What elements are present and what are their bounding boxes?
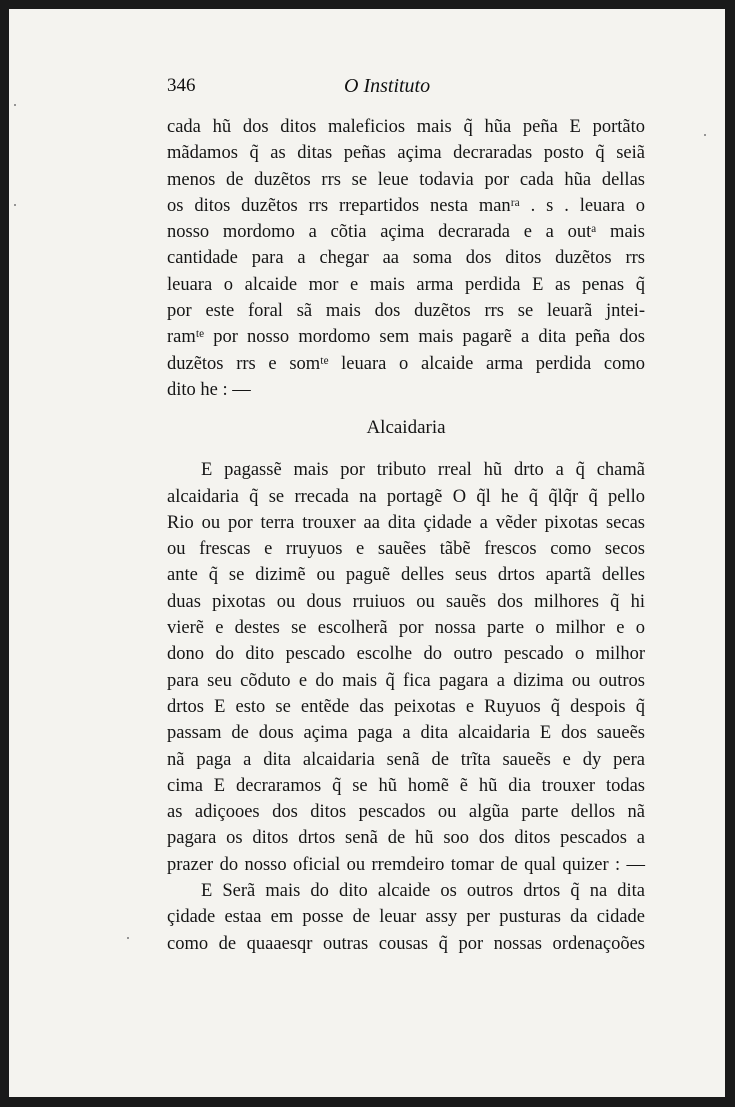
text-line: ramᵗᵉ por nosso mordomo sem mais pagarẽ a dita peña dos: [167, 327, 645, 348]
text-line: dono do dito pescado escolhe do outro pescado o milhor: [167, 644, 645, 665]
paper-speck: [127, 937, 129, 939]
text-line: cima E decraramos q̃ se hũ homẽ ẽ hũ dia trouxer todas: [167, 775, 645, 796]
page-header: [9, 75, 725, 105]
text-line: E Serã mais do dito alcaide os outros drtos q̃ na dita: [201, 881, 645, 902]
paragraph-2: [167, 457, 645, 878]
text-line: para seu cõduto e do mais q̃ fica pagara a dizima ou outros: [167, 670, 645, 691]
text-line: drtos E esto se entẽde das peixotas e Ruyuos q̃ despois q̃: [167, 696, 645, 717]
text-line: pagara os ditos drtos senã de hũ soo dos ditos pescados a: [167, 828, 645, 849]
section-heading: Alcaidaria: [366, 417, 446, 439]
text-line: os ditos duzẽtos rrs rrepartidos nesta manʳᵃ . s . leuara o: [167, 195, 645, 216]
paragraph-1: [167, 114, 645, 403]
text-line: cantidade para a chegar aa soma dos ditos duzẽtos rrs: [167, 248, 645, 269]
text-line: ou frescas e rruyuos e sauẽes tãbẽ frescos como secos: [167, 539, 645, 560]
text-line: menos de duzẽtos rrs se leue todavia por cada hũa dellas: [167, 169, 645, 190]
text-line: passam de dous açima paga a dita alcaidaria E dos saueẽs: [167, 723, 645, 744]
text-line: leuara o alcaide mor e mais arma perdida E as penas q̃: [167, 274, 645, 295]
text-line: duas pixotas ou dous rruiuos ou sauẽs dos milhores q̃ hi: [167, 591, 645, 612]
text-line: cada hũ dos ditos maleficios mais q̃ hũa peña E portãto: [167, 117, 645, 137]
text-line: as adiçooes dos ditos pescados ou algũa parte dellos nã: [167, 802, 645, 823]
text-line: por este foral sã mais dos duzẽtos rrs se leuarã jntei-: [167, 301, 645, 322]
paragraph-3: [167, 878, 645, 957]
text-line: mãdamos q̃ as ditas peñas açima decraradas posto q̃ seiã: [167, 143, 645, 164]
text-line: prazer do nosso oficial ou rremdeiro tomar de qual quizer : —: [167, 854, 645, 875]
text-line: nã paga a dita alcaidaria senã de trĩta saueẽs e dy pera: [167, 749, 645, 770]
text-line: nosso mordomo a cõtia açima decrarada e a outᵃ mais: [167, 222, 645, 243]
book-page: [9, 9, 725, 1097]
running-title: O Instituto: [344, 75, 431, 97]
text-line: çidade estaa em posse de leuar assy per pusturas da cidade: [167, 907, 645, 928]
text-line: como de quaaesqr outras cousas q̃ por nossas ordenaçoões: [167, 933, 645, 954]
main-text: [167, 114, 645, 957]
text-line: ante q̃ se dizimẽ ou paguẽ delles seus drtos apartã delles: [167, 565, 645, 586]
text-line: E pagassẽ mais por tributo rreal hũ drto a q̃ chamã: [201, 460, 645, 481]
text-line: alcaidaria q̃ se rrecada na portagẽ O q̃l he q̃ q̃lq̃r q̃ pello: [167, 486, 645, 507]
text-line: vierẽ e destes se escolherã por nossa parte o milhor e o: [167, 618, 645, 639]
page-number: 346: [167, 75, 196, 96]
text-line: Rio ou por terra trouxer aa dita çidade a vẽder pixotas secas: [167, 512, 645, 533]
paper-speck: [14, 204, 16, 206]
paper-speck: [704, 134, 706, 136]
text-line: duzẽtos rrs e somᵗᵉ leuara o alcaide arma perdida como: [167, 353, 645, 374]
text-line: dito he : —: [167, 379, 251, 400]
